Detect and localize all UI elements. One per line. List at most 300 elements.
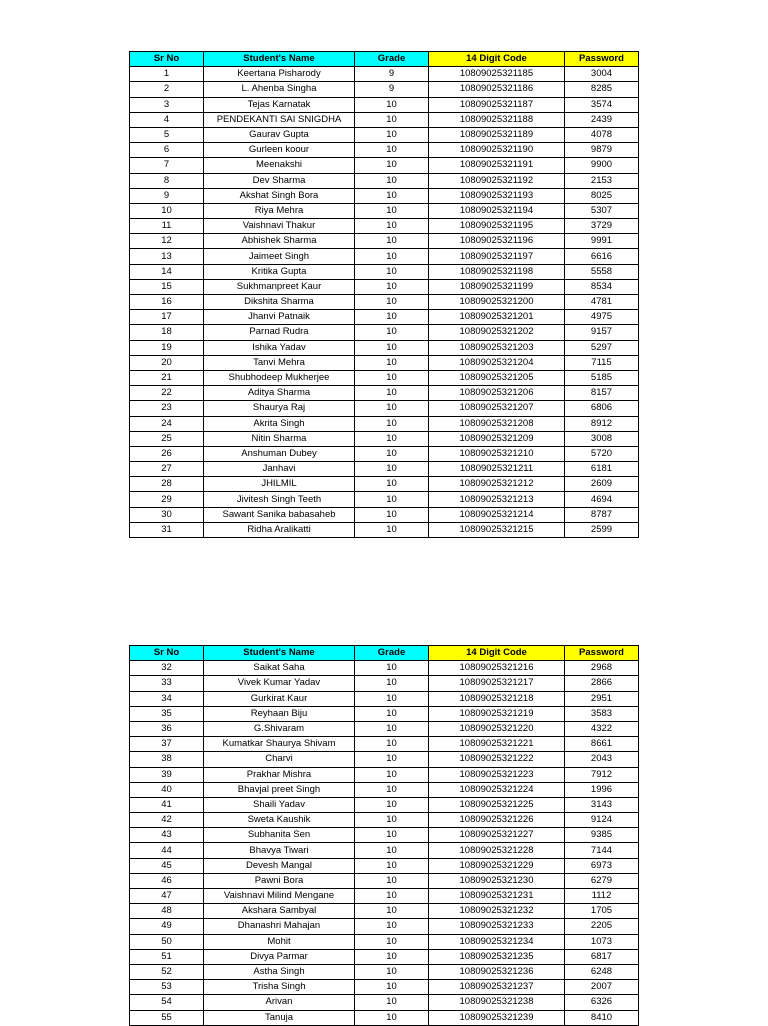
cell-code: 10809025321195 xyxy=(429,219,565,234)
table-row xyxy=(130,782,639,797)
cell-grade: 10 xyxy=(355,264,429,279)
cell-code: 10809025321198 xyxy=(429,264,565,279)
cell-code: 10809025321199 xyxy=(429,279,565,294)
cell-code: 10809025321225 xyxy=(429,797,565,812)
cell-student-name: Parnad Rudra xyxy=(204,325,355,340)
cell-password: 2609 xyxy=(565,477,639,492)
cell-sr-no: 45 xyxy=(130,858,204,873)
cell-sr-no: 24 xyxy=(130,416,204,431)
cell-password: 4694 xyxy=(565,492,639,507)
cell-sr-no: 6 xyxy=(130,143,204,158)
cell-password: 6248 xyxy=(565,964,639,979)
cell-password: 7115 xyxy=(565,355,639,370)
cell-grade: 10 xyxy=(355,904,429,919)
cell-grade: 10 xyxy=(355,995,429,1010)
cell-code: 10809025321186 xyxy=(429,82,565,97)
header-password: Password xyxy=(565,646,639,661)
cell-grade: 10 xyxy=(355,843,429,858)
cell-password: 3004 xyxy=(565,67,639,82)
cell-password: 2439 xyxy=(565,112,639,127)
table-header xyxy=(130,52,639,67)
cell-sr-no: 30 xyxy=(130,507,204,522)
table-row xyxy=(130,203,639,218)
cell-student-name: Vaishnavi Thakur xyxy=(204,219,355,234)
cell-grade: 10 xyxy=(355,797,429,812)
table-row xyxy=(130,477,639,492)
cell-grade: 10 xyxy=(355,143,429,158)
cell-password: 8285 xyxy=(565,82,639,97)
cell-password: 8912 xyxy=(565,416,639,431)
cell-code: 10809025321238 xyxy=(429,995,565,1010)
table-row xyxy=(130,676,639,691)
cell-student-name: Akshat Singh Bora xyxy=(204,188,355,203)
table-row xyxy=(130,325,639,340)
cell-code: 10809025321213 xyxy=(429,492,565,507)
table-row xyxy=(130,173,639,188)
cell-student-name: Vaishnavi Milind Mengane xyxy=(204,889,355,904)
table-row xyxy=(130,112,639,127)
cell-password: 7912 xyxy=(565,767,639,782)
cell-grade: 10 xyxy=(355,431,429,446)
cell-sr-no: 17 xyxy=(130,310,204,325)
cell-password: 5297 xyxy=(565,340,639,355)
cell-student-name: Jhanvi Patnaik xyxy=(204,310,355,325)
cell-student-name: Mohit xyxy=(204,934,355,949)
cell-grade: 10 xyxy=(355,295,429,310)
cell-code: 10809025321192 xyxy=(429,173,565,188)
cell-sr-no: 2 xyxy=(130,82,204,97)
cell-sr-no: 40 xyxy=(130,782,204,797)
cell-code: 10809025321193 xyxy=(429,188,565,203)
cell-code: 10809025321229 xyxy=(429,858,565,873)
cell-code: 10809025321217 xyxy=(429,676,565,691)
cell-password: 5720 xyxy=(565,446,639,461)
header-password: Password xyxy=(565,52,639,67)
cell-grade: 9 xyxy=(355,82,429,97)
cell-grade: 10 xyxy=(355,828,429,843)
cell-code: 10809025321207 xyxy=(429,401,565,416)
cell-password: 8534 xyxy=(565,279,639,294)
table-row xyxy=(130,492,639,507)
cell-sr-no: 34 xyxy=(130,691,204,706)
cell-grade: 10 xyxy=(355,173,429,188)
cell-grade: 10 xyxy=(355,127,429,142)
table-row xyxy=(130,234,639,249)
cell-grade: 9 xyxy=(355,67,429,82)
cell-password: 9879 xyxy=(565,143,639,158)
cell-sr-no: 38 xyxy=(130,752,204,767)
cell-sr-no: 49 xyxy=(130,919,204,934)
table-row xyxy=(130,752,639,767)
cell-sr-no: 27 xyxy=(130,462,204,477)
table-row xyxy=(130,949,639,964)
cell-student-name: Prakhar Mishra xyxy=(204,767,355,782)
cell-sr-no: 33 xyxy=(130,676,204,691)
cell-sr-no: 44 xyxy=(130,843,204,858)
cell-sr-no: 37 xyxy=(130,737,204,752)
cell-sr-no: 42 xyxy=(130,813,204,828)
cell-grade: 10 xyxy=(355,477,429,492)
cell-code: 10809025321214 xyxy=(429,507,565,522)
cell-grade: 10 xyxy=(355,873,429,888)
cell-sr-no: 13 xyxy=(130,249,204,264)
cell-code: 10809025321232 xyxy=(429,904,565,919)
cell-student-name: Keertana Pisharody xyxy=(204,67,355,82)
cell-grade: 10 xyxy=(355,355,429,370)
student-table-2 xyxy=(129,645,639,1026)
cell-password: 8661 xyxy=(565,737,639,752)
cell-student-name: Tanvi Mehra xyxy=(204,355,355,370)
cell-grade: 10 xyxy=(355,401,429,416)
cell-sr-no: 55 xyxy=(130,1010,204,1025)
cell-student-name: JHILMIL xyxy=(204,477,355,492)
cell-student-name: Charvi xyxy=(204,752,355,767)
table-row xyxy=(130,507,639,522)
cell-code: 10809025321205 xyxy=(429,370,565,385)
cell-sr-no: 22 xyxy=(130,386,204,401)
table-row xyxy=(130,919,639,934)
cell-student-name: Shaurya Raj xyxy=(204,401,355,416)
cell-sr-no: 36 xyxy=(130,721,204,736)
cell-sr-no: 54 xyxy=(130,995,204,1010)
cell-student-name: Jaimeet Singh xyxy=(204,249,355,264)
cell-sr-no: 15 xyxy=(130,279,204,294)
cell-sr-no: 16 xyxy=(130,295,204,310)
cell-password: 6806 xyxy=(565,401,639,416)
cell-grade: 10 xyxy=(355,980,429,995)
cell-sr-no: 41 xyxy=(130,797,204,812)
cell-student-name: G.Shivaram xyxy=(204,721,355,736)
cell-grade: 10 xyxy=(355,1010,429,1025)
cell-password: 8157 xyxy=(565,386,639,401)
table-row xyxy=(130,219,639,234)
cell-password: 1996 xyxy=(565,782,639,797)
table-body xyxy=(130,661,639,1026)
cell-sr-no: 31 xyxy=(130,522,204,537)
cell-sr-no: 11 xyxy=(130,219,204,234)
cell-student-name: Bhavya Tiwari xyxy=(204,843,355,858)
cell-code: 10809025321228 xyxy=(429,843,565,858)
cell-sr-no: 19 xyxy=(130,340,204,355)
cell-grade: 10 xyxy=(355,782,429,797)
cell-password: 9991 xyxy=(565,234,639,249)
table-row xyxy=(130,828,639,843)
table-row xyxy=(130,416,639,431)
cell-sr-no: 20 xyxy=(130,355,204,370)
cell-student-name: Dev Sharma xyxy=(204,173,355,188)
cell-code: 10809025321196 xyxy=(429,234,565,249)
cell-sr-no: 46 xyxy=(130,873,204,888)
cell-student-name: L. Ahenba Singha xyxy=(204,82,355,97)
cell-code: 10809025321197 xyxy=(429,249,565,264)
cell-grade: 10 xyxy=(355,813,429,828)
cell-student-name: Sawant Sanika babasaheb xyxy=(204,507,355,522)
cell-code: 10809025321190 xyxy=(429,143,565,158)
table-row xyxy=(130,82,639,97)
cell-code: 10809025321201 xyxy=(429,310,565,325)
table-row xyxy=(130,691,639,706)
cell-grade: 10 xyxy=(355,279,429,294)
cell-grade: 10 xyxy=(355,691,429,706)
cell-password: 2599 xyxy=(565,522,639,537)
cell-student-name: Dikshita Sharma xyxy=(204,295,355,310)
cell-grade: 10 xyxy=(355,112,429,127)
cell-student-name: Abhishek Sharma xyxy=(204,234,355,249)
cell-grade: 10 xyxy=(355,752,429,767)
cell-sr-no: 39 xyxy=(130,767,204,782)
table-row xyxy=(130,873,639,888)
table-row xyxy=(130,370,639,385)
cell-student-name: Akrita Singh xyxy=(204,416,355,431)
header-grade: Grade xyxy=(355,646,429,661)
cell-sr-no: 29 xyxy=(130,492,204,507)
cell-student-name: PENDEKANTI SAI SNIGDHA xyxy=(204,112,355,127)
cell-student-name: Gurleen koour xyxy=(204,143,355,158)
cell-password: 4078 xyxy=(565,127,639,142)
cell-code: 10809025321221 xyxy=(429,737,565,752)
table-row xyxy=(130,188,639,203)
cell-student-name: Shubhodeep Mukherjee xyxy=(204,370,355,385)
cell-sr-no: 51 xyxy=(130,949,204,964)
cell-sr-no: 53 xyxy=(130,980,204,995)
cell-student-name: Kumatkar Shaurya Shivam xyxy=(204,737,355,752)
header-14-digit-code: 14 Digit Code xyxy=(429,52,565,67)
cell-student-name: Devesh Mangal xyxy=(204,858,355,873)
cell-code: 10809025321200 xyxy=(429,295,565,310)
cell-grade: 10 xyxy=(355,249,429,264)
cell-password: 6326 xyxy=(565,995,639,1010)
cell-grade: 10 xyxy=(355,370,429,385)
table-row xyxy=(130,340,639,355)
header-grade: Grade xyxy=(355,52,429,67)
cell-code: 10809025321211 xyxy=(429,462,565,477)
table-row xyxy=(130,995,639,1010)
cell-grade: 10 xyxy=(355,661,429,676)
cell-password: 2153 xyxy=(565,173,639,188)
cell-sr-no: 21 xyxy=(130,370,204,385)
cell-password: 6973 xyxy=(565,858,639,873)
cell-password: 8025 xyxy=(565,188,639,203)
cell-code: 10809025321219 xyxy=(429,706,565,721)
cell-student-name: Tanuja xyxy=(204,1010,355,1025)
table-row xyxy=(130,386,639,401)
cell-code: 10809025321194 xyxy=(429,203,565,218)
cell-password: 6279 xyxy=(565,873,639,888)
cell-student-name: Pawni Bora xyxy=(204,873,355,888)
cell-grade: 10 xyxy=(355,721,429,736)
cell-password: 4781 xyxy=(565,295,639,310)
cell-password: 6616 xyxy=(565,249,639,264)
cell-password: 2968 xyxy=(565,661,639,676)
cell-password: 4975 xyxy=(565,310,639,325)
table-header xyxy=(130,646,639,661)
cell-student-name: Dhanashri Mahajan xyxy=(204,919,355,934)
cell-grade: 10 xyxy=(355,767,429,782)
cell-password: 2951 xyxy=(565,691,639,706)
cell-password: 4322 xyxy=(565,721,639,736)
table-row xyxy=(130,737,639,752)
cell-code: 10809025321208 xyxy=(429,416,565,431)
cell-grade: 10 xyxy=(355,934,429,949)
cell-code: 10809025321231 xyxy=(429,889,565,904)
cell-sr-no: 14 xyxy=(130,264,204,279)
cell-password: 5185 xyxy=(565,370,639,385)
cell-code: 10809025321185 xyxy=(429,67,565,82)
cell-grade: 10 xyxy=(355,676,429,691)
cell-sr-no: 32 xyxy=(130,661,204,676)
cell-code: 10809025321239 xyxy=(429,1010,565,1025)
cell-code: 10809025321222 xyxy=(429,752,565,767)
cell-code: 10809025321206 xyxy=(429,386,565,401)
cell-code: 10809025321227 xyxy=(429,828,565,843)
cell-password: 2205 xyxy=(565,919,639,934)
cell-code: 10809025321202 xyxy=(429,325,565,340)
cell-code: 10809025321230 xyxy=(429,873,565,888)
cell-student-name: Divya Parmar xyxy=(204,949,355,964)
cell-code: 10809025321220 xyxy=(429,721,565,736)
table-row xyxy=(130,813,639,828)
cell-student-name: Arivan xyxy=(204,995,355,1010)
cell-student-name: Bhavjal preet Singh xyxy=(204,782,355,797)
cell-grade: 10 xyxy=(355,889,429,904)
cell-sr-no: 4 xyxy=(130,112,204,127)
table-row xyxy=(130,964,639,979)
cell-sr-no: 23 xyxy=(130,401,204,416)
cell-code: 10809025321203 xyxy=(429,340,565,355)
cell-password: 1073 xyxy=(565,934,639,949)
cell-password: 3583 xyxy=(565,706,639,721)
cell-password: 3008 xyxy=(565,431,639,446)
header-sr-no: Sr No xyxy=(130,646,204,661)
cell-grade: 10 xyxy=(355,919,429,934)
table-row xyxy=(130,249,639,264)
cell-sr-no: 1 xyxy=(130,67,204,82)
cell-password: 9157 xyxy=(565,325,639,340)
table-row xyxy=(130,980,639,995)
cell-code: 10809025321233 xyxy=(429,919,565,934)
cell-sr-no: 7 xyxy=(130,158,204,173)
table-row xyxy=(130,446,639,461)
cell-grade: 10 xyxy=(355,964,429,979)
table-row xyxy=(130,767,639,782)
cell-sr-no: 26 xyxy=(130,446,204,461)
table-row xyxy=(130,143,639,158)
header-sr-no: Sr No xyxy=(130,52,204,67)
cell-student-name: Anshuman Dubey xyxy=(204,446,355,461)
cell-password: 2007 xyxy=(565,980,639,995)
cell-student-name: Ridha Aralikatti xyxy=(204,522,355,537)
cell-password: 1112 xyxy=(565,889,639,904)
cell-student-name: Subhanita Sen xyxy=(204,828,355,843)
cell-student-name: Kritika Gupta xyxy=(204,264,355,279)
cell-code: 10809025321189 xyxy=(429,127,565,142)
cell-student-name: Riya Mehra xyxy=(204,203,355,218)
cell-sr-no: 9 xyxy=(130,188,204,203)
student-table-1 xyxy=(129,51,639,538)
cell-password: 3574 xyxy=(565,97,639,112)
cell-student-name: Ishika Yadav xyxy=(204,340,355,355)
cell-grade: 10 xyxy=(355,325,429,340)
cell-sr-no: 25 xyxy=(130,431,204,446)
cell-password: 3729 xyxy=(565,219,639,234)
cell-code: 10809025321216 xyxy=(429,661,565,676)
cell-password: 3143 xyxy=(565,797,639,812)
cell-student-name: Sweta Kaushik xyxy=(204,813,355,828)
cell-password: 9385 xyxy=(565,828,639,843)
table-row xyxy=(130,97,639,112)
cell-grade: 10 xyxy=(355,310,429,325)
cell-password: 9900 xyxy=(565,158,639,173)
cell-sr-no: 18 xyxy=(130,325,204,340)
table-row xyxy=(130,401,639,416)
cell-sr-no: 8 xyxy=(130,173,204,188)
cell-student-name: Nitin Sharma xyxy=(204,431,355,446)
cell-grade: 10 xyxy=(355,416,429,431)
cell-sr-no: 52 xyxy=(130,964,204,979)
cell-student-name: Astha Singh xyxy=(204,964,355,979)
cell-grade: 10 xyxy=(355,522,429,537)
cell-password: 8410 xyxy=(565,1010,639,1025)
cell-grade: 10 xyxy=(355,492,429,507)
cell-code: 10809025321191 xyxy=(429,158,565,173)
cell-code: 10809025321235 xyxy=(429,949,565,964)
cell-grade: 10 xyxy=(355,446,429,461)
cell-code: 10809025321223 xyxy=(429,767,565,782)
header-student-name: Student's Name xyxy=(204,52,355,67)
table-row xyxy=(130,127,639,142)
table-row xyxy=(130,295,639,310)
cell-code: 10809025321218 xyxy=(429,691,565,706)
cell-grade: 10 xyxy=(355,219,429,234)
cell-password: 6181 xyxy=(565,462,639,477)
cell-sr-no: 10 xyxy=(130,203,204,218)
cell-sr-no: 28 xyxy=(130,477,204,492)
cell-student-name: Sukhmanpreet Kaur xyxy=(204,279,355,294)
cell-password: 5307 xyxy=(565,203,639,218)
cell-sr-no: 5 xyxy=(130,127,204,142)
cell-student-name: Aditya Sharma xyxy=(204,386,355,401)
table-row xyxy=(130,797,639,812)
cell-code: 10809025321237 xyxy=(429,980,565,995)
cell-grade: 10 xyxy=(355,706,429,721)
cell-student-name: Akshara Sambyal xyxy=(204,904,355,919)
cell-grade: 10 xyxy=(355,234,429,249)
table-row xyxy=(130,431,639,446)
table-row xyxy=(130,858,639,873)
cell-password: 5558 xyxy=(565,264,639,279)
cell-student-name: Tejas Karnatak xyxy=(204,97,355,112)
cell-student-name: Saikat Saha xyxy=(204,661,355,676)
cell-grade: 10 xyxy=(355,737,429,752)
cell-code: 10809025321212 xyxy=(429,477,565,492)
header-14-digit-code: 14 Digit Code xyxy=(429,646,565,661)
cell-grade: 10 xyxy=(355,340,429,355)
table-row xyxy=(130,462,639,477)
table-row xyxy=(130,310,639,325)
table-row xyxy=(130,1010,639,1025)
cell-grade: 10 xyxy=(355,203,429,218)
table-row xyxy=(130,904,639,919)
cell-student-name: Shaili Yadav xyxy=(204,797,355,812)
cell-sr-no: 3 xyxy=(130,97,204,112)
cell-code: 10809025321234 xyxy=(429,934,565,949)
cell-student-name: Vivek Kumar Yadav xyxy=(204,676,355,691)
cell-code: 10809025321204 xyxy=(429,355,565,370)
table-row xyxy=(130,843,639,858)
cell-password: 7144 xyxy=(565,843,639,858)
cell-student-name: Reyhaan Biju xyxy=(204,706,355,721)
cell-password: 8787 xyxy=(565,507,639,522)
